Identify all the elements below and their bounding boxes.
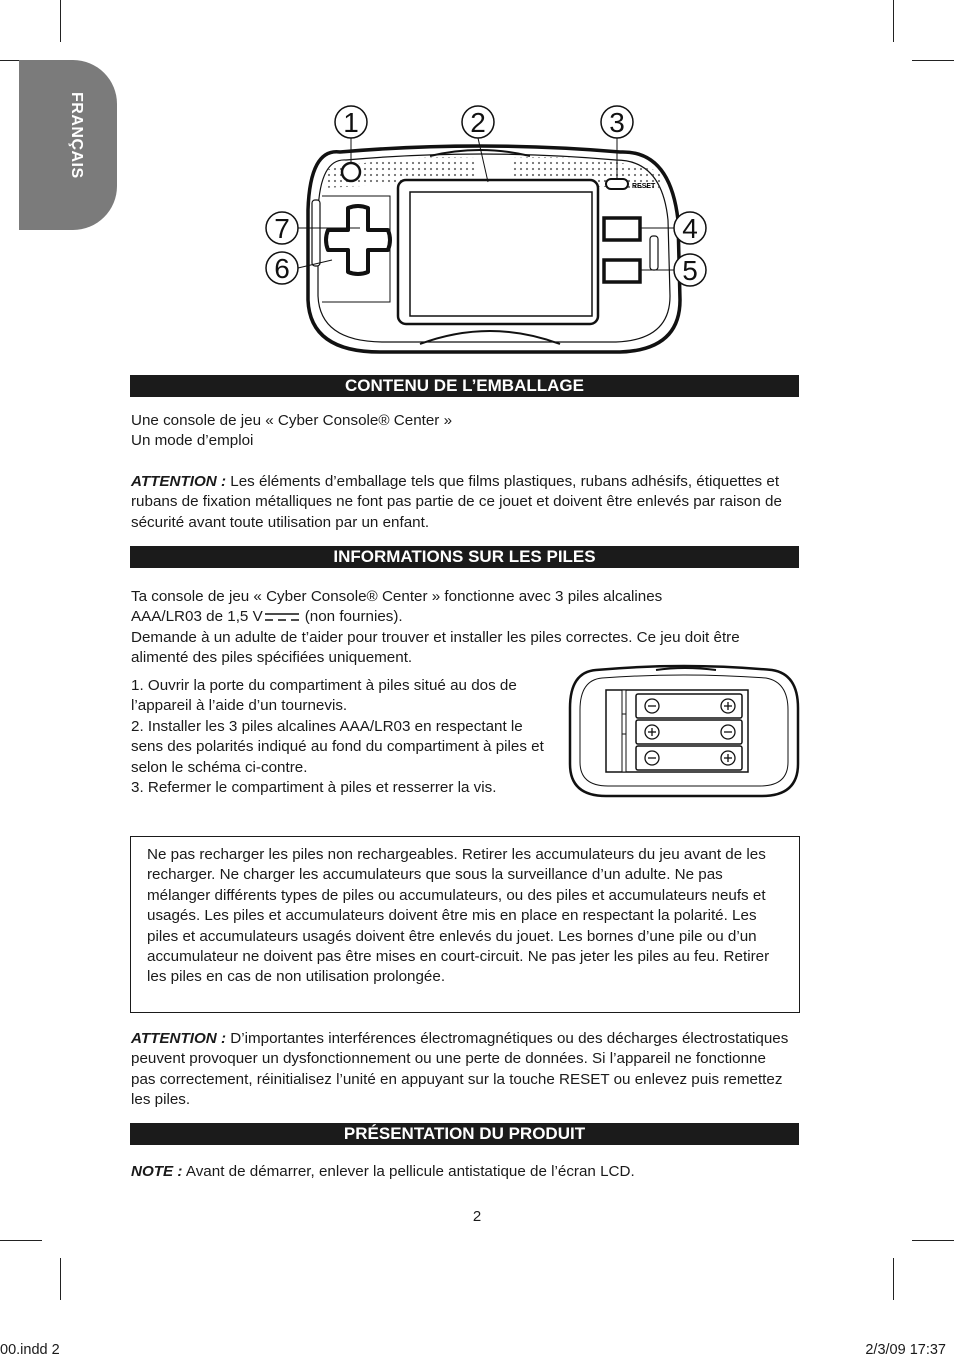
crop-mark	[0, 1240, 42, 1241]
package-item: Une console de jeu « Cyber Console® Center »	[131, 412, 453, 429]
section-title-package: CONTENU DE L’EMBALLAGE	[130, 375, 799, 397]
product-note	[131, 1162, 793, 1182]
battery-warning-box	[130, 836, 800, 1013]
battery-intro-line: Demande à un adulte de t’aider pour trouver et installer les piles correctes. Ce jeu doit être alimenté des piles spécifiées uniquement.	[131, 628, 740, 667]
attention-label: ATTENTION :	[131, 473, 227, 490]
callout-number: 1	[343, 107, 359, 138]
note-text: Avant de démarrer, enlever la pellicule antistatique de l’écran LCD.	[182, 1163, 635, 1180]
battery-step: 1. Ouvrir la porte du compartiment à piles situé au dos de l’appareil à l’aide d’un tournevis.	[131, 677, 517, 715]
package-contents	[131, 411, 793, 452]
section-title-batteries: INFORMATIONS SUR LES PILES	[130, 546, 799, 568]
footer-file-info: 00.indd 2	[0, 1342, 60, 1358]
battery-attention	[131, 1029, 793, 1111]
battery-step: 2. Installer les 3 piles alcalines AAA/LR03 en respectant le sens des polarités indiqué au fond du compartiment à piles et selon le schéma ci-contre.	[131, 717, 544, 776]
section-title-product: PRÉSENTATION DU PRODUIT	[130, 1123, 799, 1145]
battery-steps	[131, 676, 556, 798]
battery-intro-line: Ta console de jeu « Cyber Console® Center » fonctionne avec 3 piles alcalines	[131, 588, 663, 605]
callout-number: 6	[274, 253, 290, 284]
crop-mark	[60, 0, 61, 42]
callout-number: 3	[609, 107, 625, 138]
footer-timestamp: 2/3/09 17:37	[865, 1342, 946, 1358]
crop-mark	[893, 0, 894, 42]
callout-number: 4	[682, 213, 698, 244]
reset-label: RESET	[632, 183, 656, 190]
battery-compartment-diagram	[566, 664, 802, 800]
crop-mark	[912, 60, 954, 61]
language-tab-label: FRANÇAIS	[68, 92, 85, 179]
crop-mark	[893, 1258, 894, 1300]
callout-number: 7	[274, 213, 290, 244]
callout-number: 5	[682, 255, 698, 286]
language-tab	[19, 60, 117, 230]
battery-step: 3. Refermer le compartiment à piles et resserrer la vis.	[131, 779, 497, 797]
battery-warning-text: Ne pas recharger les piles non rechargeables. Retirer les accumulateurs du jeu avant de les recharger. Ne charger les accumulateurs que sous la surveillance d’un adulte. Ne pas mélanger différents types de piles ou accumulateurs, ou des piles et accumulateurs neufs et usagés. Les piles et accumulateurs doivent être mis en place en respectant la polarité. Les piles et accumulateurs usagés doivent être enlevés du jouet. Les bornes d’une pile ou d’un accumulateur ne doivent pas être mises en court-circuit. Ne pas jeter les piles au feu. Retirer les piles en cas de non utilisation prolongée.	[147, 846, 770, 986]
dc-voltage-icon	[265, 612, 299, 622]
battery-intro	[131, 587, 793, 669]
attention-text: D’importantes interférences électromagnétiques ou des décharges électrostatiques peuvent provoquer un dysfonctionnement ou une perte de données. Si l’appareil ne fonctionne pas correctement, réinitialisez l’unité en appuyant sur la touche RESET ou enlevez puis remettez les piles.	[131, 1030, 789, 1109]
attention-label: ATTENTION :	[131, 1030, 227, 1047]
battery-not-included: (non fournies).	[304, 608, 403, 626]
package-item: Un mode d’emploi	[131, 432, 254, 450]
battery-spec: AAA/LR03 de 1,5 V	[131, 608, 263, 626]
crop-mark	[912, 1240, 954, 1241]
callout-number: 2	[470, 107, 486, 138]
note-label: NOTE :	[131, 1163, 183, 1180]
attention-text: Les éléments d’emballage tels que films plastiques, rubans adhésifs, étiquettes et rubans de fixation métalliques ne font pas partie de ce jouet et doivent être enlevés par raison de sécurité avant toute utilisation par un enfant.	[131, 473, 782, 531]
page-number: 2	[472, 1208, 482, 1225]
crop-mark	[60, 1258, 61, 1300]
console-diagram	[260, 100, 720, 360]
package-attention	[131, 472, 793, 533]
